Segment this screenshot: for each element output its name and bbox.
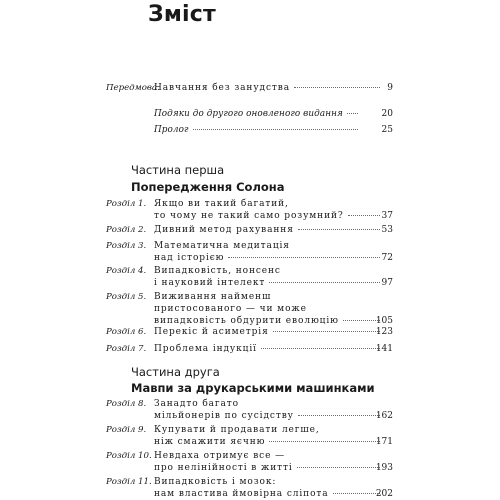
entry-line: мільйонерів по сусідству [154,411,294,421]
entry-lines [154,240,380,264]
chapter-label: Розділ 1. [106,199,147,209]
page-number: 97 [381,278,393,288]
entry-line: Випадковість і мозок: [154,477,277,487]
entry-line: Дивний метод рахування [154,225,294,235]
entry-lines [154,326,380,338]
entry-lines [154,476,380,500]
entry-lines [154,108,358,120]
entry-line: над історією [154,253,225,263]
chapter-label: Розділ 3. [106,241,147,251]
entry-line: Перекіс й асиметрія [154,327,269,337]
page-number: 193 [375,463,393,473]
chapter-label: Розділ 8. [106,399,147,409]
page-number: 171 [375,437,393,447]
page-number: 37 [381,211,393,221]
chapter-label: Розділ 4. [106,266,147,276]
entry-lines [154,291,380,327]
page-number: 105 [375,316,393,326]
dot-leader [343,320,380,321]
entry-line: ніж смажити яєчню [154,437,266,447]
dot-leader [297,467,380,468]
entry-lines [154,82,380,94]
part-title: Мавпи за друкарськими машинками [131,381,375,395]
entry-lines [154,398,380,422]
dot-leader [298,415,380,416]
dot-leader [348,215,380,216]
page-number: 123 [375,327,393,337]
part-title: Попередження Солона [131,180,285,194]
chapter-label: Розділ 9. [106,425,147,435]
entry-line: Навчання без занудства [154,83,291,93]
page-number: 72 [381,253,393,263]
entry-line: Якщо ви такий багатий, [154,199,289,209]
entry-line: пристосованого — чи може [154,304,307,314]
entry-lines [154,224,380,236]
entry-lines [154,343,380,355]
entry-line: то чому не такий само розумний? [154,211,344,221]
chapter-label: Розділ 10. [106,451,152,461]
dot-leader [298,229,380,230]
page-number: 141 [375,344,393,354]
page-number: 20 [381,109,393,119]
entry-line: нам властива ймовірна сліпота [154,489,329,499]
entry-lines [154,265,380,289]
entry-lines [154,424,380,448]
part-label: Частина друга [131,365,220,379]
page-number: 202 [375,489,393,499]
page-number: 9 [387,83,393,93]
entry-line: випадковість обдурити еволюцію [154,316,339,326]
page-number: 53 [381,225,393,235]
dot-leader [269,441,380,442]
dot-leader [273,331,380,332]
entry-line: Купувати й продавати легше, [154,425,320,435]
entry-line: Виживання найменш [154,292,272,302]
dot-leader [347,113,358,114]
entry-line: Пролог [154,125,189,135]
entry-line: Випадковість, нонсенс [154,266,281,276]
entry-line: і науковий інтелект [154,278,266,288]
chapter-label: Розділ 6. [106,327,147,337]
page-number: 162 [375,411,393,421]
entry-label: Передмова. [106,83,160,93]
entry-lines [154,124,358,136]
dot-leader [228,257,380,258]
page-number: 25 [381,125,393,135]
entry-line: Невдаха отримує все — [154,451,285,461]
dot-leader [269,282,380,283]
part-label: Частина перша [131,163,225,177]
dot-leader [294,87,380,88]
entry-lines [154,198,380,222]
entry-line: Подяки до другого оновленого видання [154,109,343,119]
dot-leader [333,493,380,494]
entry-line: Занадто багато [154,399,239,409]
entry-line: Проблема індукції [154,344,257,354]
page-title: Зміст [148,2,216,27]
chapter-label: Розділ 5. [106,292,147,302]
chapter-label: Розділ 11. [106,477,152,487]
entry-lines [154,450,380,474]
dot-leader [193,129,358,130]
chapter-label: Розділ 2. [106,225,147,235]
chapter-label: Розділ 7. [106,344,147,354]
entry-line: про нелінійності в житті [154,463,293,473]
dot-leader [261,348,380,349]
entry-line: Математична медитація [154,241,290,251]
